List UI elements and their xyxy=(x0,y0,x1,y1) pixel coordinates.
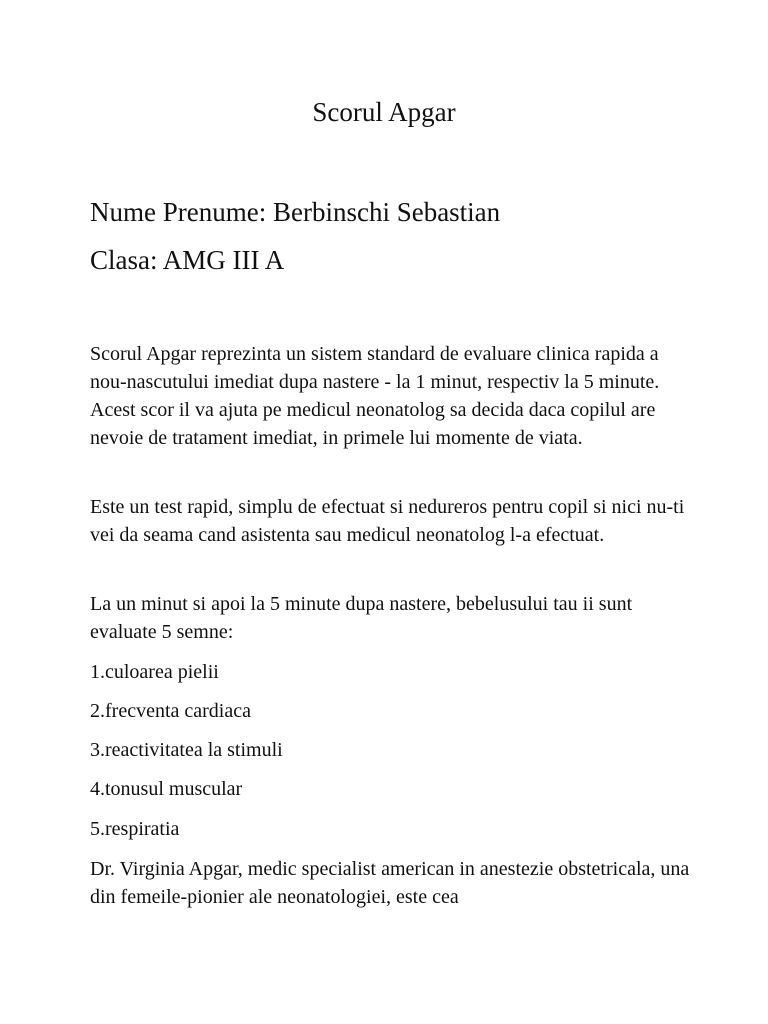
history-paragraph: Dr. Virginia Apgar, medic specialist american in anestezie obstetricala, una din femeile-pionier ale neonatologiei, este cea xyxy=(90,858,690,908)
student-class-line: Clasa: AMG III A xyxy=(90,245,285,275)
intro-paragraph: Scorul Apgar reprezinta un sistem standard de evaluare clinica rapida a nou-nascutului imediat dupa nastere - la 1 minut, respectiv la 5 minute. Acest scor il va ajuta pe medicul neonatolog sa decida daca copilul are nevoie de tratament imediat, in primele lui momente de viata. xyxy=(90,343,660,449)
test-description-paragraph: Este un test rapid, simplu de efectuat si nedureros pentru copil si nici nu-ti vei da seama cand asistenta sau medicul neonatolog l-a efectuat. xyxy=(90,496,685,546)
list-item: 3.reactivitatea la stimuli xyxy=(90,739,283,761)
evaluation-paragraph: La un minut si apoi la 5 minute dupa nastere, bebelusului tau ii sunt evaluate 5 semne: xyxy=(90,593,633,643)
document-title: Scorul Apgar xyxy=(312,97,456,127)
list-item: 1.culoarea pielii xyxy=(90,661,219,683)
list-item: 4.tonusul muscular xyxy=(90,778,243,800)
list-item: 2.frecventa cardiaca xyxy=(90,700,251,722)
student-name-line: Nume Prenume: Berbinschi Sebastian xyxy=(90,197,501,227)
list-item: 5.respiratia xyxy=(90,818,180,840)
